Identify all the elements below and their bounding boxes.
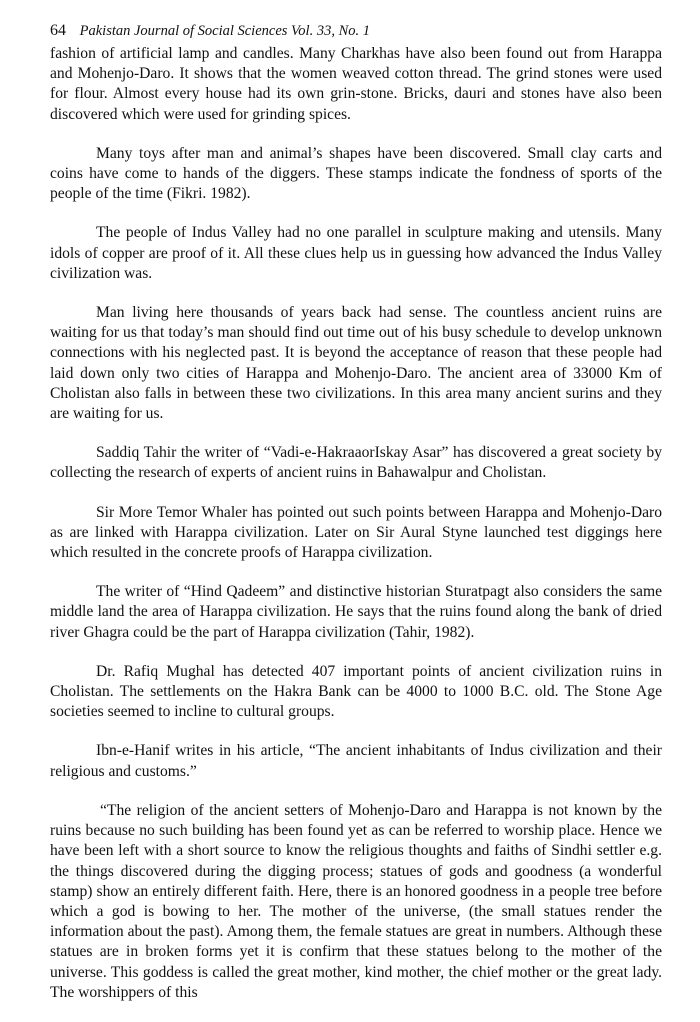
paragraph-religion-quote: “The religion of the ancient setters of Mohenjo-Daro and Harappa is not known by the ruins because no such building has been found yet as can be referred to worship place. Hence we have been left with a short source to know the religious thoughts and faiths of Sindhi settler e.g. the things discovered during the digging process; statues of gods and goodness (a wonderful stamp) show an entirely different faith. Here, there is an honored goodness in a people tree before which a god is bowing to her. The mother of the universe, (the small statues render the information about the past). Among them, the female statues are great in numbers. Although these statues are in broken forms yet it is confirm that these statues belong to the mother of the universe. This goddess is called the great mother, kind mother, the chief mother or the great lady. The worshippers of this bbox=[50, 801, 662, 1001]
paragraph-ancient-ruins: Man living here thousands of years back had sense. The countless ancient ruins are waiting for us that today’s man should find out time out of his busy schedule to develop unknown connections with his neglected past. It is beyond the acceptance of reason that these people had laid down only two cities of Harappa and Mohenjo-Daro. The ancient area of 33000 Km of Cholistan also falls in between these two civilizations. In this area many ancient surins and they are waiting for us. bbox=[50, 304, 662, 423]
paragraph-rafiq-mughal: Dr. Rafiq Mughal has detected 407 important points of ancient civilization ruins in Cholistan. The settlements on the Hakra Bank can be 4000 to 1000 B.C. old. The Stone Age societies seemed to incline to cultural groups. bbox=[50, 662, 662, 721]
paragraph-whaler: Sir More Temor Whaler has pointed out such points between Harappa and Mohenjo-Daro as are linked with Harappa civilization. Later on Sir Aural Styne launched test diggings here which resulted in the concrete proofs of Harappa civilization. bbox=[50, 503, 662, 562]
paragraph-ibn-e-hanif: Ibn-e-Hanif writes in his article, “The ancient inhabitants of Indus civilization and their religious and customs.” bbox=[50, 742, 662, 780]
journal-title: Pakistan Journal of Social Sciences Vol. 33, No. 1 bbox=[79, 23, 370, 39]
paragraph-toys: Many toys after man and animal’s shapes have been discovered. Small clay carts and coins have come to hands of the diggers. These stamps indicate the fondness of sports of the people of the time (Fikri. 1982). bbox=[50, 144, 662, 203]
paragraph-sculpture: The people of Indus Valley had no one parallel in sculpture making and utensils. Many idols of copper are proof of it. All these clues help us in guessing how advanced the Indus Valley civilization was. bbox=[50, 224, 662, 282]
paragraph-continued: fashion of artificial lamp and candles. Many Charkhas have also been found out from Harappa and Mohenjo-Daro. It shows that the women weaved cotton thread. The grind stones were used for flour. Almost every house had its own grin-stone. Bricks, dauri and stones have also been discovered which were used for grinding spices. bbox=[50, 45, 662, 123]
paragraph-saddiq-tahir: Saddiq Tahir the writer of “Vadi-e-HakraaorIskay Asar” has discovered a great society by collecting the research of experts of ancient ruins in Bahawalpur and Cholistan. bbox=[50, 444, 662, 482]
page-number: 64 bbox=[50, 22, 66, 39]
running-header bbox=[50, 22, 370, 40]
paragraph-hind-qadeem: The writer of “Hind Qadeem” and distinctive historian Sturatpagt also considers the same middle land the area of Harappa civilization. He says that the ruins found along the bank of dried river Ghagra could be the part of Harappa civilization (Tahir, 1982). bbox=[50, 583, 662, 641]
article-body bbox=[50, 44, 662, 1022]
